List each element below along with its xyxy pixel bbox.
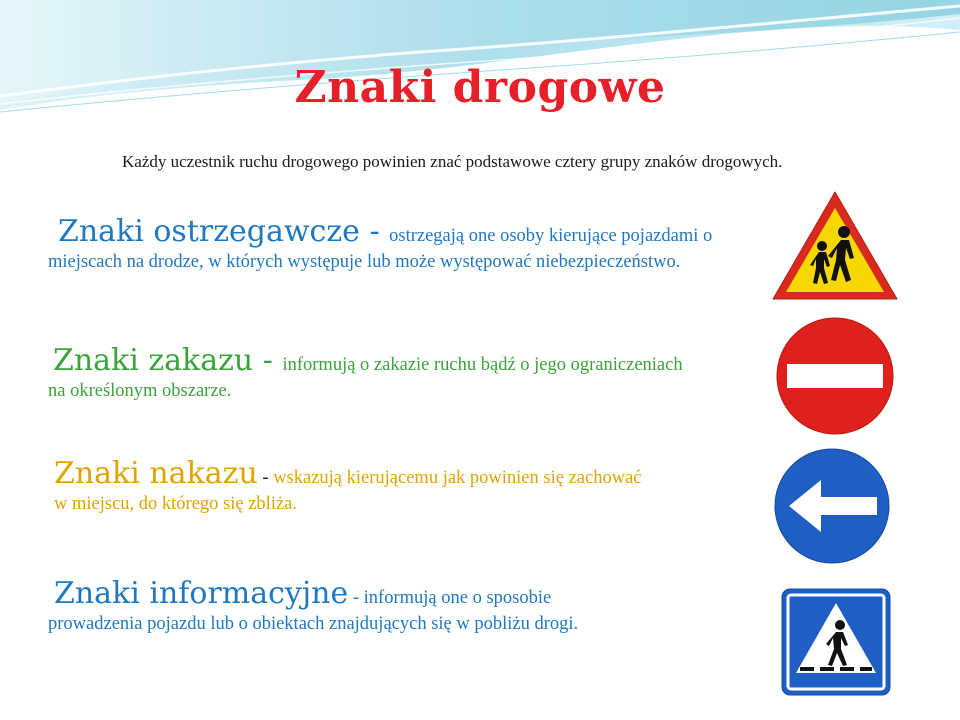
- section-mandatory-signs: [54, 456, 644, 517]
- section-information-signs: [48, 576, 608, 637]
- section-description: wskazują kierującemu jak powinien się zachować w miejscu, do którego się zbliża.: [54, 468, 642, 514]
- section-heading: Znaki nakazu: [54, 456, 258, 491]
- turn-left-mandatory-sign-icon: [773, 447, 891, 565]
- warning-children-sign-icon: [770, 188, 900, 303]
- section-heading: Znaki zakazu: [53, 343, 254, 378]
- section-description: ostrzegają one osoby kierujące pojazdami o miejscach na drodze, w których występuje lub może występować niebezpieczeństwo.: [48, 226, 713, 272]
- section-heading: Znaki ostrzegawcze: [58, 214, 360, 249]
- section-prohibition-signs: [48, 343, 688, 404]
- section-separator: -: [359, 214, 390, 249]
- section-description: informują one o sposobie prowadzenia pojazdu lub o obiektach znajdujących się w pobliżu drogi.: [48, 588, 579, 634]
- section-description: informują o zakazie ruchu bądź o jego ograniczeniach na określonym obszarze.: [48, 355, 683, 401]
- pedestrian-crossing-sign-icon: [780, 587, 892, 697]
- section-separator: -: [348, 588, 364, 608]
- section-heading: Znaki informacyjne: [54, 576, 349, 611]
- intro-paragraph: Każdy uczestnik ruchu drogowego powinien znać podstawowe cztery grupy znaków drogowych.: [122, 152, 783, 171]
- section-warning-signs: [48, 214, 763, 275]
- no-entry-sign-icon: [775, 316, 895, 436]
- section-separator: -: [257, 468, 274, 488]
- slide-title: Znaki drogowe: [294, 62, 666, 113]
- section-separator: -: [253, 343, 283, 378]
